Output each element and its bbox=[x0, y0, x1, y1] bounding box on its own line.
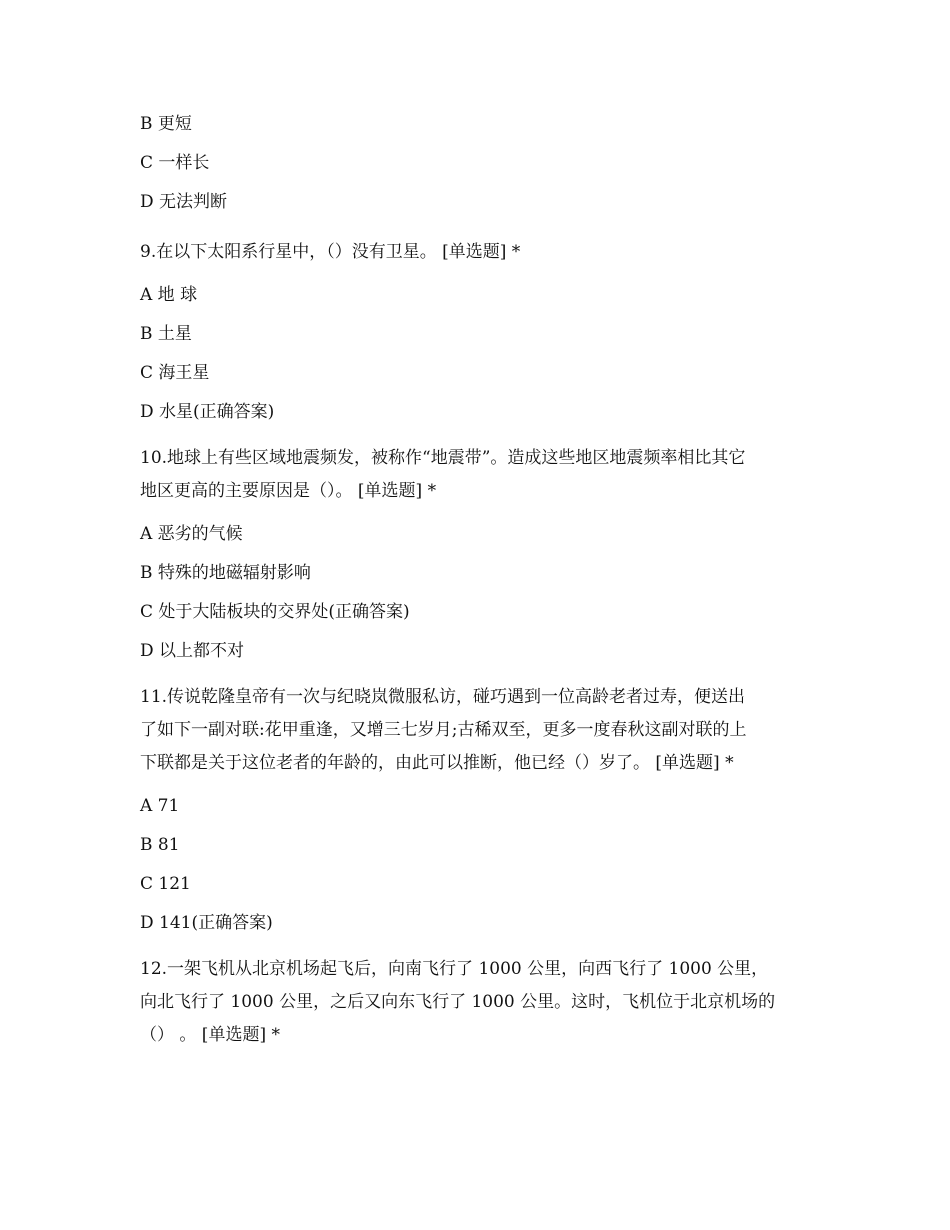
quiz-page bbox=[140, 112, 820, 1066]
answer-option[interactable]: C 处于大陆板块的交界处(正确答案) bbox=[140, 602, 410, 622]
answer-option[interactable]: B 特殊的地磁辐射影响 bbox=[140, 563, 311, 583]
question-line: 9.在以下太阳系行星中，（）没有卫星。 [单选题] * bbox=[140, 242, 521, 262]
question-line: 下联都是关于这位老者的年龄的，由此可以推断，他已经（）岁了。 [单选题] * bbox=[140, 753, 734, 773]
answer-option[interactable]: D 以上都不对 bbox=[140, 641, 245, 661]
question-line: 地区更高的主要原因是（）。 [单选题] * bbox=[140, 481, 437, 501]
question-line: 12.一架飞机从北京机场起飞后，向南飞行了 1000 公里，向西飞行了 1000 公里， bbox=[140, 959, 769, 979]
question-line: 11.传说乾隆皇帝有一次与纪晓岚微服私访，碰巧遇到一位高龄老者过寿，便送出 bbox=[140, 687, 746, 707]
answer-option[interactable]: C 一样长 bbox=[140, 153, 210, 173]
question-12-text bbox=[140, 953, 820, 1052]
question-11-text bbox=[140, 681, 820, 780]
answer-option[interactable]: B 更短 bbox=[140, 114, 192, 134]
question-line: 了如下一副对联:花甲重逢，又增三七岁月;古稀双至，更多一度春秋这副对联的上 bbox=[140, 720, 747, 740]
answer-option[interactable]: B 81 bbox=[140, 835, 180, 855]
question-10-text bbox=[140, 442, 820, 508]
answer-option[interactable]: C 121 bbox=[140, 874, 191, 894]
answer-option[interactable]: D 141(正确答案) bbox=[140, 913, 273, 933]
question-line: （） 。 [单选题] * bbox=[140, 1025, 280, 1045]
answer-option[interactable]: C 海王星 bbox=[140, 363, 210, 383]
answer-option[interactable]: A 71 bbox=[140, 796, 180, 816]
question-line: 向北飞行了 1000 公里，之后又向东飞行了 1000 公里。这时，飞机位于北京机场的 bbox=[140, 992, 776, 1012]
answer-option[interactable]: D 无法判断 bbox=[140, 192, 228, 212]
answer-option[interactable]: B 土星 bbox=[140, 324, 192, 344]
question-line: 10.地球上有些区域地震频发，被称作“地震带”。造成这些地区地震频率相比其它 bbox=[140, 448, 746, 468]
answer-option[interactable]: A 恶劣的气候 bbox=[140, 524, 243, 544]
question-9-text bbox=[140, 236, 820, 269]
answer-option[interactable]: A 地 球 bbox=[140, 285, 198, 305]
answer-option[interactable]: D 水星(正确答案) bbox=[140, 402, 275, 422]
